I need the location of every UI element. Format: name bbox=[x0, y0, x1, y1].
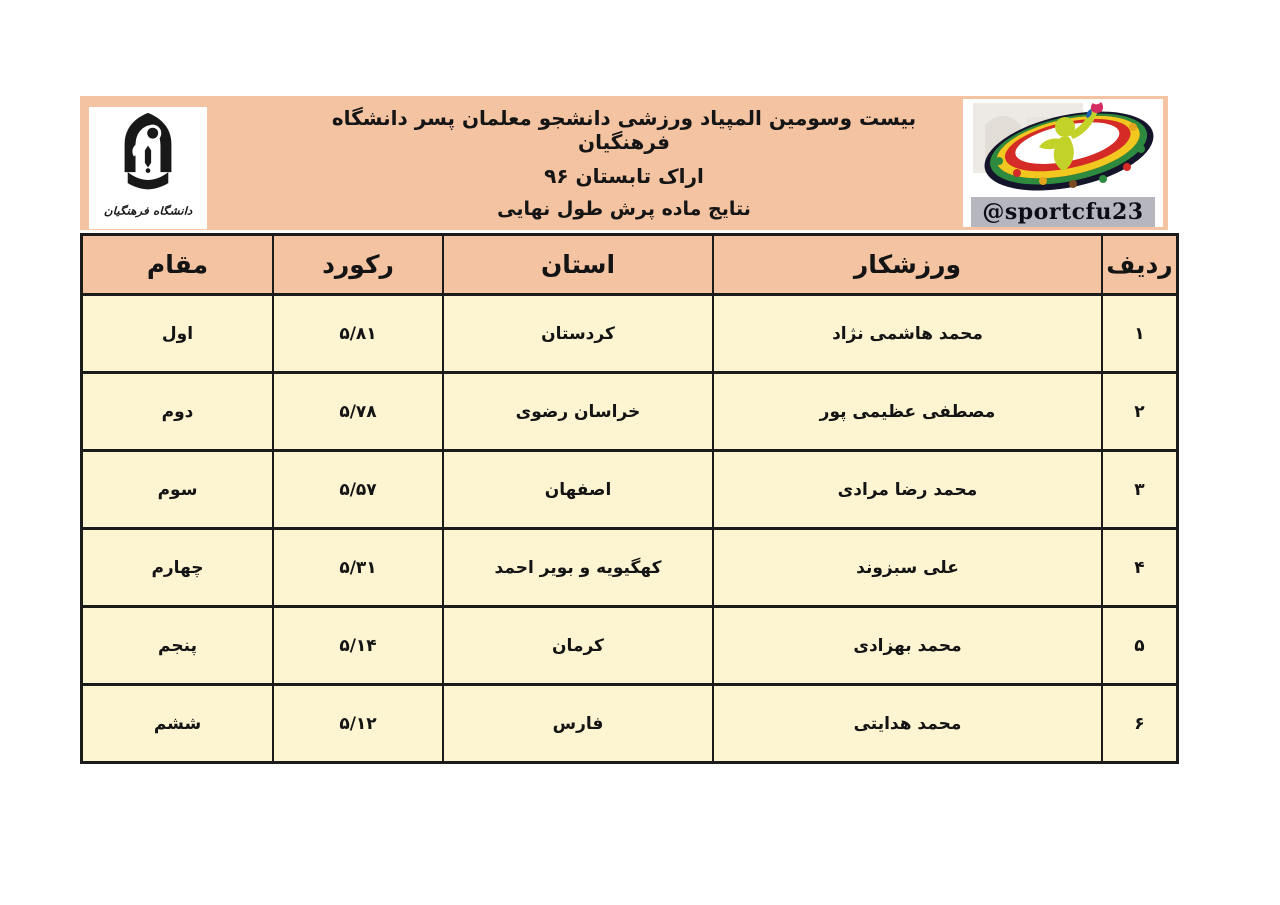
table-row bbox=[82, 529, 1178, 607]
header-titles bbox=[300, 96, 948, 230]
cell-row-number: ۶ bbox=[1102, 685, 1178, 763]
cell-row-number: ۵ bbox=[1102, 607, 1178, 685]
university-logo bbox=[89, 107, 207, 229]
col-header-record: رکورد bbox=[273, 235, 443, 295]
cell-position: چهارم bbox=[82, 529, 274, 607]
table-row bbox=[82, 607, 1178, 685]
cell-province: اصفهان bbox=[443, 451, 713, 529]
col-header-position: مقام bbox=[82, 235, 274, 295]
col-header-athlete: ورزشکار bbox=[713, 235, 1102, 295]
cell-record: ۵/۱۴ bbox=[273, 607, 443, 685]
cell-athlete: مصطفی عظیمی پور bbox=[713, 373, 1102, 451]
university-emblem-icon bbox=[109, 111, 187, 203]
event-location-year: اراک تابستان ۹۶ bbox=[544, 164, 704, 188]
event-discipline: نتایج ماده پرش طول نهایی bbox=[497, 198, 751, 220]
table-row bbox=[82, 373, 1178, 451]
cell-record: ۵/۷۸ bbox=[273, 373, 443, 451]
cell-athlete: محمد هدایتی bbox=[713, 685, 1102, 763]
cell-record: ۵/۳۱ bbox=[273, 529, 443, 607]
cell-record: ۵/۱۲ bbox=[273, 685, 443, 763]
cell-province: کهگیویه و بویر احمد bbox=[443, 529, 713, 607]
table-body bbox=[82, 295, 1178, 763]
header-band bbox=[80, 96, 1168, 230]
olympiad-rings-icon bbox=[965, 99, 1161, 199]
sports-channel-badge: @sportcfu23 bbox=[971, 197, 1155, 227]
cell-record: ۵/۵۷ bbox=[273, 451, 443, 529]
cell-record: ۵/۸۱ bbox=[273, 295, 443, 373]
cell-position: دوم bbox=[82, 373, 274, 451]
cell-province: خراسان رضوی bbox=[443, 373, 713, 451]
cell-position: اول bbox=[82, 295, 274, 373]
header-row bbox=[82, 235, 1178, 295]
cell-province: کرمان bbox=[443, 607, 713, 685]
table-header bbox=[82, 235, 1178, 295]
cell-position: پنجم bbox=[82, 607, 274, 685]
cell-athlete: علی سبزوند bbox=[713, 529, 1102, 607]
cell-athlete: محمد هاشمی نژاد bbox=[713, 295, 1102, 373]
cell-row-number: ۲ bbox=[1102, 373, 1178, 451]
results-table bbox=[80, 233, 1179, 764]
cell-athlete: محمد رضا مرادی bbox=[713, 451, 1102, 529]
table-row bbox=[82, 295, 1178, 373]
cell-athlete: محمد بهزادی bbox=[713, 607, 1102, 685]
cell-province: کردستان bbox=[443, 295, 713, 373]
col-header-province: استان bbox=[443, 235, 713, 295]
cell-row-number: ۴ bbox=[1102, 529, 1178, 607]
table-row bbox=[82, 451, 1178, 529]
col-header-row-number: ردیف bbox=[1102, 235, 1178, 295]
cell-row-number: ۱ bbox=[1102, 295, 1178, 373]
page-title: بیست وسومین المپیاد ورزشی دانشجو معلمان پسر دانشگاه فرهنگیان bbox=[331, 106, 917, 154]
cell-row-number: ۳ bbox=[1102, 451, 1178, 529]
cell-position: سوم bbox=[82, 451, 274, 529]
university-logo-caption: دانشگاه فرهنگیان bbox=[103, 204, 193, 218]
table-row bbox=[82, 685, 1178, 763]
cell-position: ششم bbox=[82, 685, 274, 763]
cell-province: فارس bbox=[443, 685, 713, 763]
sports-logo bbox=[963, 99, 1163, 227]
